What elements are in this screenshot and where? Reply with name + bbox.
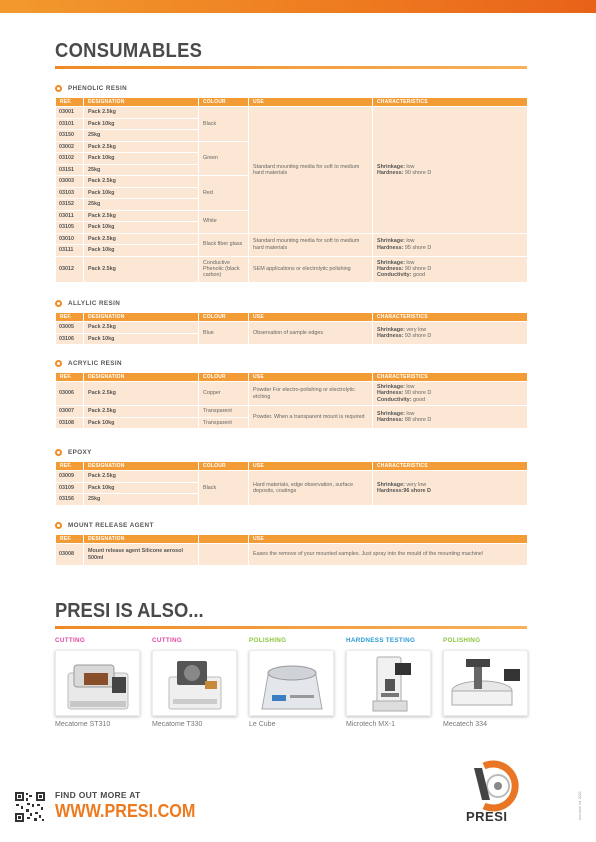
designation-cell: Pack 2.5kg: [84, 382, 199, 406]
hardness-label: Hardness:: [377, 244, 404, 251]
product-name: Le Cube: [249, 721, 276, 728]
designation-cell: Mount release agent Silicone aerosol 500ml: [84, 544, 199, 566]
ref-cell: 03156: [56, 494, 84, 506]
section-title: ALLYLIC RESIN: [68, 299, 121, 307]
colour-cell: White: [199, 210, 249, 233]
colour-cell: Blue: [199, 322, 249, 345]
colour-cell: Green: [199, 141, 249, 176]
page-title: CONSUMABLES: [55, 40, 203, 62]
colour-cell: Red: [199, 176, 249, 211]
hardness-value: 95 shore D: [404, 244, 432, 251]
col-characteristics: CHARACTERISTICS: [373, 373, 528, 382]
ref-cell: 03003: [56, 176, 84, 188]
qr-code-icon[interactable]: [15, 792, 45, 822]
conductivity-value: good: [412, 272, 425, 279]
also-title: PRESI IS ALSO...: [55, 600, 204, 622]
section-title: PHENOLIC RESIN: [68, 84, 128, 92]
hardness-label: Hardness:: [377, 265, 404, 272]
product-image-polishing-machine: [249, 650, 334, 716]
col-use: USE: [249, 98, 373, 107]
designation-cell: 25kg: [84, 199, 199, 211]
product-image-hardness-tester: [346, 650, 431, 716]
col-colour: COLOUR: [199, 373, 249, 382]
col-designation: DESIGNATION: [84, 313, 199, 322]
shrinkage-label: Shrinkage:: [377, 238, 405, 245]
acrylic-table: [55, 372, 528, 429]
hardness-value: 90 shore D: [404, 390, 432, 397]
designation-cell: Pack 10kg: [84, 222, 199, 234]
colour-cell: Conductive Phenolic (black carbon): [199, 256, 249, 282]
hardness-label: Hardness:: [377, 169, 404, 176]
ref-cell: 03005: [56, 322, 84, 334]
product-name: Mecatome T330: [152, 721, 203, 728]
ref-cell: 03151: [56, 164, 84, 176]
designation-cell: Pack 10kg: [84, 482, 199, 494]
col-characteristics: CHARACTERISTICS: [373, 313, 528, 322]
col-use: USE: [249, 535, 528, 544]
col-use: USE: [249, 462, 373, 471]
product-image-polishing-machine: [443, 650, 528, 716]
shrinkage-label: Shrinkage:: [377, 481, 405, 488]
shrinkage-value: low: [406, 163, 415, 170]
col-designation: DESIGNATION: [84, 373, 199, 382]
use-cell: Powder For electro-polishing or electrolytic etching: [249, 382, 373, 406]
product-category: HARDNESS TESTING: [346, 637, 416, 644]
table-header-row: [56, 98, 528, 107]
ref-cell: 03002: [56, 141, 84, 153]
hardness-label: Hardness:: [377, 390, 404, 397]
section-title: ACRYLIC RESIN: [68, 359, 122, 367]
col-use: USE: [249, 373, 373, 382]
col-ref: REF.: [56, 535, 84, 544]
product-name: Mecatome ST310: [55, 721, 111, 728]
product-card[interactable]: [443, 637, 528, 728]
table-row: [56, 233, 528, 245]
designation-cell: Pack 10kg: [84, 118, 199, 130]
section-bullet-icon: [55, 449, 62, 456]
product-card[interactable]: [249, 637, 334, 728]
ref-cell: 03008: [56, 544, 84, 566]
colour-cell: Black: [199, 471, 249, 506]
characteristics-cell: [373, 406, 528, 429]
col-ref: REF.: [56, 313, 84, 322]
ref-cell: 03108: [56, 417, 84, 429]
shrinkage-value: low: [406, 384, 415, 391]
hardness-value: 90 shore D: [404, 265, 432, 272]
ref-cell: 03009: [56, 471, 84, 483]
designation-cell: 25kg: [84, 164, 199, 176]
table-row: [56, 107, 528, 119]
use-cell: Eases the remove of your mounted samples. Just spray into the mould of the mounting machine!: [249, 544, 528, 566]
col-colour: COLOUR: [199, 462, 249, 471]
product-name: Mecatech 334: [443, 721, 487, 728]
product-category: POLISHING: [443, 637, 481, 644]
section-bullet-icon: [55, 360, 62, 367]
product-card[interactable]: [55, 637, 140, 728]
product-image-cutting-machine: [55, 650, 140, 716]
product-card[interactable]: [152, 637, 237, 728]
col-characteristics: CHARACTERISTICS: [373, 462, 528, 471]
designation-cell: Pack 10kg: [84, 245, 199, 257]
ref-cell: 03105: [56, 222, 84, 234]
shrinkage-value: very low: [406, 481, 427, 488]
shrinkage-label: Shrinkage:: [377, 259, 405, 266]
ref-cell: 03012: [56, 256, 84, 282]
table-row: [56, 322, 528, 334]
designation-cell: Pack 10kg: [84, 333, 199, 345]
shrinkage-value: very low: [406, 326, 427, 333]
characteristics-cell: [373, 107, 528, 234]
col-characteristics: CHARACTERISTICS: [373, 98, 528, 107]
ref-cell: 03011: [56, 210, 84, 222]
allylic-table: [55, 312, 528, 345]
top-accent-bar: [0, 0, 596, 13]
colour-cell: Transparent: [199, 417, 249, 429]
characteristics-cell: [373, 471, 528, 506]
section-bullet-icon: [55, 522, 62, 529]
section-phenolic-resin: [55, 82, 527, 283]
table-row: [56, 406, 528, 418]
use-cell: Observation of sample edges: [249, 322, 373, 345]
ref-cell: 03010: [56, 233, 84, 245]
colour-cell: Copper: [199, 382, 249, 406]
col-ref: REF.: [56, 98, 84, 107]
use-cell: Powder. When a transparent mount is required: [249, 406, 373, 429]
ref-cell: 03001: [56, 107, 84, 119]
designation-cell: Pack 2.5kg: [84, 322, 199, 334]
col-colour: [199, 535, 249, 544]
product-name: Microtech MX-1: [346, 721, 396, 728]
ref-cell: 03102: [56, 153, 84, 165]
designation-cell: Pack 2.5kg: [84, 176, 199, 188]
shrinkage-label: Shrinkage:: [377, 326, 405, 333]
col-colour: COLOUR: [199, 98, 249, 107]
designation-cell: Pack 2.5kg: [84, 107, 199, 119]
hardness-value: 88 shore D: [404, 417, 432, 423]
use-cell: SEM applications or electrolytic polishing: [249, 256, 373, 282]
col-use: USE: [249, 313, 373, 322]
use-cell: Standard mounting media for soft to medium hard materials: [249, 233, 373, 256]
colour-cell: [199, 544, 249, 566]
also-divider: [55, 626, 527, 629]
ref-cell: 03101: [56, 118, 84, 130]
table-row: [56, 471, 528, 483]
use-cell: Hard materials, edge observation, surface deposits, coatings: [249, 471, 373, 506]
table-row: [56, 256, 528, 282]
characteristics-cell: [373, 322, 528, 345]
section-title: EPOXY: [68, 448, 92, 456]
product-category: CUTTING: [55, 637, 86, 644]
phenolic-table: [55, 97, 528, 283]
ref-cell: 03106: [56, 333, 84, 345]
col-designation: DESIGNATION: [84, 535, 199, 544]
ref-cell: 03152: [56, 199, 84, 211]
table-row: [56, 382, 528, 406]
product-category: POLISHING: [249, 637, 287, 644]
shrinkage-value: low: [406, 259, 415, 266]
section-acrylic-resin: [55, 357, 527, 429]
designation-cell: Pack 2.5kg: [84, 471, 199, 483]
hardness-label: Hardness:: [377, 333, 404, 339]
colour-cell: Black fiber glass: [199, 233, 249, 256]
colour-cell: Transparent: [199, 406, 249, 418]
hardness-label: Hardness:: [377, 417, 404, 423]
section-bullet-icon: [55, 85, 62, 92]
shrinkage-label: Shrinkage:: [377, 384, 405, 391]
designation-cell: 25kg: [84, 130, 199, 142]
characteristics-cell: [373, 233, 528, 256]
ref-cell: 03111: [56, 245, 84, 257]
col-designation: DESIGNATION: [84, 462, 199, 471]
logo-text: PRESI: [466, 809, 508, 824]
conductivity-value: good: [412, 396, 425, 403]
designation-cell: Pack 2.5kg: [84, 141, 199, 153]
shrinkage-value: low: [406, 238, 415, 245]
designation-cell: Pack 2.5kg: [84, 210, 199, 222]
hardness-value: Hardness:96 shore D: [377, 487, 431, 494]
product-card[interactable]: [346, 637, 431, 728]
section-title: MOUNT RELEASE AGENT: [68, 521, 154, 529]
col-ref: REF.: [56, 462, 84, 471]
designation-cell: 25kg: [84, 494, 199, 506]
designation-cell: Pack 10kg: [84, 153, 199, 165]
section-mount-release-agent: [55, 519, 527, 566]
table-row: [56, 544, 528, 566]
epoxy-table: [55, 461, 528, 506]
hardness-value: 93 shore D: [404, 333, 432, 339]
colour-cell: Black: [199, 107, 249, 142]
shrinkage-value: low: [406, 410, 415, 417]
ref-cell: 03150: [56, 130, 84, 142]
ref-cell: 03007: [56, 406, 84, 418]
title-divider: [55, 66, 527, 69]
table-header-row: [56, 373, 528, 382]
ref-cell: 03103: [56, 187, 84, 199]
designation-cell: Pack 2.5kg: [84, 406, 199, 418]
designation-cell: Pack 10kg: [84, 187, 199, 199]
table-header-row: [56, 462, 528, 471]
characteristics-cell: [373, 256, 528, 282]
shrinkage-label: Shrinkage:: [377, 163, 405, 170]
hardness-value: 90 shore D: [404, 169, 432, 176]
conductivity-label: Conductivity:: [377, 396, 412, 403]
ref-cell: 03006: [56, 382, 84, 406]
section-allylic-resin: [55, 297, 527, 345]
conductivity-label: Conductivity:: [377, 272, 412, 279]
find-out-label: FIND OUT MORE AT: [55, 790, 141, 800]
section-epoxy: [55, 446, 527, 506]
product-category: CUTTING: [152, 637, 183, 644]
shrinkage-label: Shrinkage:: [377, 410, 405, 417]
use-cell: Standard mounting media for soft to medium hard materials: [249, 107, 373, 234]
ref-cell: 03109: [56, 482, 84, 494]
designation-cell: Pack 2.5kg: [84, 256, 199, 282]
col-designation: DESIGNATION: [84, 98, 199, 107]
website-link[interactable]: WWW.PRESI.COM: [55, 801, 196, 821]
table-header-row: [56, 313, 528, 322]
release-table: [55, 534, 528, 566]
side-reference-code: brochure ref. 2022: [578, 791, 582, 820]
characteristics-cell: [373, 382, 528, 406]
section-bullet-icon: [55, 300, 62, 307]
table-header-row: [56, 535, 528, 544]
product-image-cutting-machine: [152, 650, 237, 716]
col-colour: COLOUR: [199, 313, 249, 322]
designation-cell: Pack 10kg: [84, 417, 199, 429]
designation-cell: Pack 2.5kg: [84, 233, 199, 245]
col-ref: REF.: [56, 373, 84, 382]
